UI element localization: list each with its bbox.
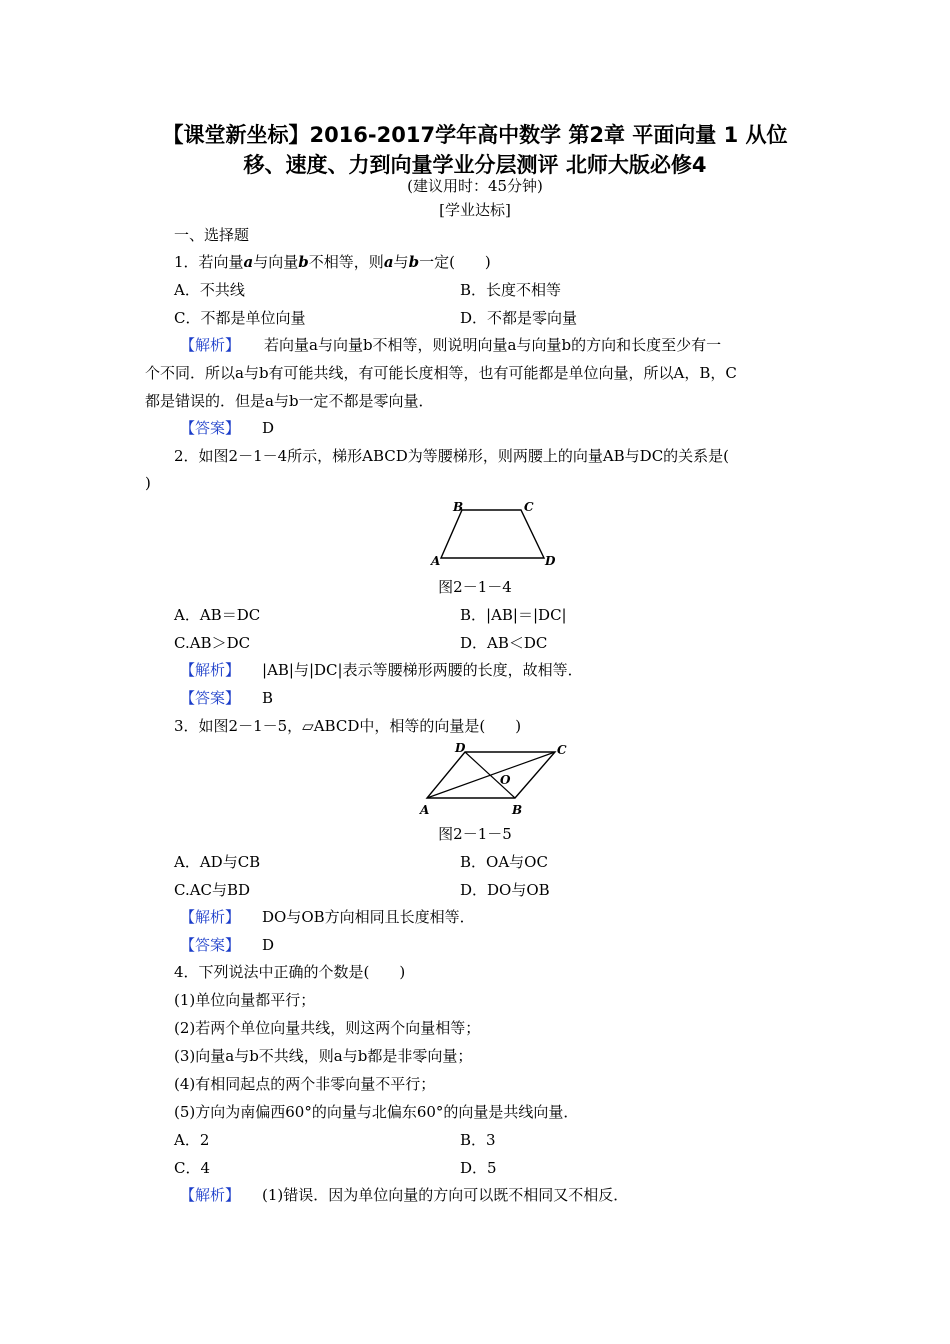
label-b: B bbox=[512, 803, 523, 817]
figure-caption-2-1-5: 图2－1－5 bbox=[438, 825, 512, 843]
q3-option-d: D．DO与OB bbox=[460, 881, 550, 899]
label-c: C bbox=[524, 500, 534, 514]
part-heading: 一、选择题 bbox=[174, 226, 250, 244]
label-d: D bbox=[455, 741, 466, 755]
label-d: D bbox=[545, 554, 556, 568]
q1-option-a: A．不共线 bbox=[174, 281, 245, 299]
doc-title-line-2: 移、速度、力到向量学业分层测评 北师大版必修4 bbox=[243, 153, 707, 177]
q1-analysis-line-2: 个不同．所以a与b有可能共线，有可能长度相等，也有可能都是单位向量，所以A，B，C bbox=[145, 364, 737, 382]
q4-option-a: A．2 bbox=[174, 1131, 210, 1149]
q2-analysis: 【解析】 |AB|与|DC|表示等腰梯形两腰的长度，故相等． bbox=[180, 661, 583, 679]
q2-stem-line-1: 2．如图2－1－4所示，梯形ABCD为等腰梯形，则两腰上的向量AB与DC的关系是( bbox=[174, 447, 730, 465]
q2-option-a: A．AB＝DC bbox=[174, 606, 261, 624]
q4-statement-2: (2)若两个单位向量共线，则这两个向量相等； bbox=[174, 1019, 481, 1037]
answer-tag: 【答案】 bbox=[180, 419, 241, 437]
q4-analysis: 【解析】 (1)错误．因为单位向量的方向可以既不相同又不相反． bbox=[180, 1186, 629, 1204]
analysis-tag: 【解析】 bbox=[180, 1186, 241, 1204]
q2-option-c: C.AB＞DC bbox=[174, 634, 251, 652]
q4-option-c: C．4 bbox=[174, 1159, 211, 1177]
doc-title-line-1: 【课堂新坐标】2016-2017学年高中数学 第2章 平面向量 1 从位 bbox=[162, 123, 788, 147]
label-o: O bbox=[500, 773, 511, 787]
q2-stem-line-2: ) bbox=[145, 474, 151, 492]
analysis-tag: 【解析】 bbox=[180, 908, 241, 926]
label-c: C bbox=[557, 743, 567, 757]
q4-statement-5: (5)方向为南偏西60°的向量与北偏东60°的向量是共线向量． bbox=[174, 1103, 579, 1121]
q3-answer: 【答案】 D bbox=[180, 936, 275, 954]
q1-option-b: B．长度不相等 bbox=[460, 281, 562, 299]
q3-stem: 3．如图2－1－5，▱ABCD中，相等的向量是( ) bbox=[174, 717, 522, 735]
parallelogram-figure bbox=[415, 740, 575, 820]
answer-tag: 【答案】 bbox=[180, 689, 241, 707]
analysis-tag: 【解析】 bbox=[180, 661, 241, 679]
answer-tag: 【答案】 bbox=[180, 936, 241, 954]
q3-option-a: A．AD与CB bbox=[174, 853, 261, 871]
q2-option-b: B．|AB|＝|DC| bbox=[460, 606, 567, 624]
q1-option-c: C．不都是单位向量 bbox=[174, 309, 306, 327]
section-heading: [学业达标] bbox=[439, 201, 511, 219]
q2-option-d: D．AB＜DC bbox=[460, 634, 548, 652]
q4-statement-4: (4)有相同起点的两个非零向量不平行； bbox=[174, 1075, 436, 1093]
q1-answer: 【答案】 D bbox=[180, 419, 275, 437]
q4-statement-1: (1)单位向量都平行； bbox=[174, 991, 316, 1009]
q1-option-d: D．不都是零向量 bbox=[460, 309, 578, 327]
trapezoid-figure bbox=[425, 495, 565, 575]
figure-caption-2-1-4: 图2－1－4 bbox=[438, 578, 512, 596]
analysis-tag: 【解析】 bbox=[180, 336, 241, 354]
suggested-time: (建议用时：45分钟) bbox=[407, 177, 543, 195]
label-a: A bbox=[431, 554, 441, 568]
q1-analysis-line-1: 【解析】 若向量a与向量b不相等，则说明向量a与向量b的方向和长度至少有一 bbox=[180, 336, 722, 354]
q1-stem: 1．若向量a与向量b不相等，则a与b一定( ) bbox=[174, 253, 491, 271]
q3-option-c: C.AC与BD bbox=[174, 881, 251, 899]
q3-analysis: 【解析】 DO与OB方向相同且长度相等． bbox=[180, 908, 475, 926]
label-b: B bbox=[453, 500, 464, 514]
q2-answer: 【答案】 B bbox=[180, 689, 274, 707]
q4-option-b: B．3 bbox=[460, 1131, 496, 1149]
label-a: A bbox=[420, 803, 430, 817]
q4-statement-3: (3)向量a与b不共线，则a与b都是非零向量； bbox=[174, 1047, 473, 1065]
q3-option-b: B．OA与OC bbox=[460, 853, 548, 871]
q4-option-d: D．5 bbox=[460, 1159, 497, 1177]
q1-analysis-line-3: 都是错误的．但是a与b一定不都是零向量． bbox=[145, 392, 434, 410]
q4-stem: 4．下列说法中正确的个数是( ) bbox=[174, 963, 406, 981]
